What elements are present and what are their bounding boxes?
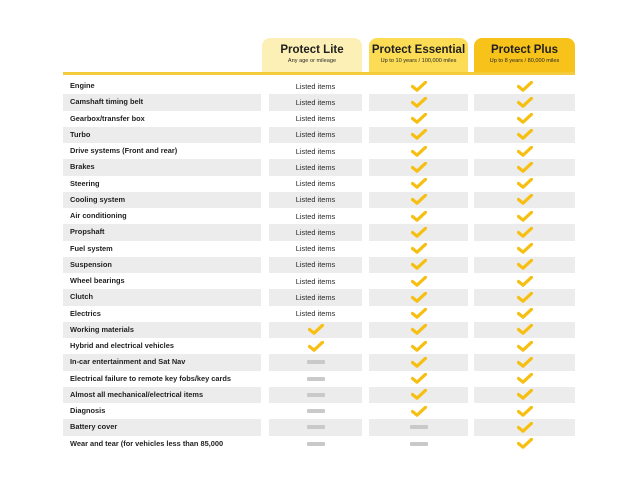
listed-items-text	[269, 224, 362, 240]
listed-items-label: Listed items	[295, 244, 336, 254]
listed-items-text	[269, 273, 362, 289]
included-cell	[474, 289, 575, 305]
row-label: Hybrid and electrical vehicles	[70, 341, 174, 350]
plan-header-lite	[262, 38, 362, 72]
check-icon	[411, 146, 427, 157]
included-cell	[474, 322, 575, 338]
listed-items-label: Listed items	[295, 260, 336, 270]
listed-items-text	[269, 257, 362, 273]
plan-header-essential	[369, 38, 468, 72]
check-icon	[517, 113, 533, 124]
listed-items-text	[269, 111, 362, 127]
check-icon	[517, 357, 533, 368]
row-label: Electrics	[70, 308, 101, 318]
included-cell	[369, 127, 468, 143]
check-icon	[517, 243, 533, 254]
listed-items-label: Listed items	[295, 114, 336, 124]
included-cell	[474, 306, 575, 322]
table-row	[63, 94, 575, 110]
listed-items-text	[269, 306, 362, 322]
table-row	[63, 176, 575, 192]
table-row	[63, 436, 575, 452]
table-row	[63, 419, 575, 435]
listed-items-label: Listed items	[295, 195, 336, 205]
check-icon	[517, 97, 533, 108]
not-included-cell	[269, 354, 362, 370]
check-icon	[411, 357, 427, 368]
included-cell	[369, 176, 468, 192]
row-label: Wear and tear (for vehicles less than 85,000	[70, 438, 224, 448]
row-label: Drive systems (Front and rear)	[70, 146, 178, 155]
included-cell	[474, 257, 575, 273]
table-row	[63, 403, 575, 419]
check-icon	[517, 341, 533, 352]
plan-header	[0, 0, 640, 80]
included-cell	[369, 192, 468, 208]
included-cell	[474, 78, 575, 94]
included-cell	[474, 371, 575, 387]
check-icon	[517, 389, 533, 400]
included-cell	[474, 419, 575, 435]
included-cell	[369, 289, 468, 305]
check-icon	[517, 324, 533, 335]
table-row	[63, 371, 575, 387]
check-icon	[517, 373, 533, 384]
table-row	[63, 354, 575, 370]
included-cell	[474, 387, 575, 403]
check-icon	[517, 276, 533, 287]
included-cell	[369, 224, 468, 240]
check-icon	[411, 227, 427, 238]
included-cell	[474, 94, 575, 110]
table-row	[63, 322, 575, 338]
listed-items-text	[269, 241, 362, 257]
plan-name: Protect Plus	[490, 44, 559, 56]
not-included-cell	[369, 419, 468, 435]
listed-items-text	[269, 127, 362, 143]
included-cell	[369, 387, 468, 403]
listed-items-label: Listed items	[295, 292, 336, 302]
plan-name: Protect Lite	[280, 44, 344, 56]
listed-items-label: Listed items	[295, 130, 336, 140]
dash-icon	[307, 393, 325, 397]
listed-items-label: Listed items	[295, 276, 336, 286]
table-row	[63, 257, 575, 273]
included-cell	[369, 306, 468, 322]
not-included-cell	[269, 419, 362, 435]
row-label: Almost all mechanical/electrical items	[70, 389, 204, 399]
included-cell	[474, 192, 575, 208]
included-cell	[474, 354, 575, 370]
listed-items-label: Listed items	[295, 309, 336, 319]
check-icon	[411, 129, 427, 140]
row-label: Battery cover	[70, 422, 118, 432]
row-label: Clutch	[70, 292, 93, 302]
table-row	[63, 111, 575, 127]
table-row	[63, 159, 575, 175]
check-icon	[411, 162, 427, 173]
check-icon	[411, 308, 427, 319]
row-background	[63, 127, 261, 143]
plan-subtitle: Any age or mileage	[287, 58, 337, 64]
listed-items-text	[269, 208, 362, 224]
included-cell	[369, 273, 468, 289]
check-icon	[411, 194, 427, 205]
check-icon	[411, 373, 427, 384]
included-cell	[369, 159, 468, 175]
included-cell	[474, 208, 575, 224]
row-label: In-car entertainment and Sat Nav	[70, 357, 186, 367]
plan-subtitle: Up to 8 years / 80,000 miles	[489, 58, 560, 64]
not-included-cell	[269, 371, 362, 387]
check-icon	[411, 243, 427, 254]
check-icon	[411, 81, 427, 92]
included-cell	[369, 241, 468, 257]
table-row	[63, 306, 575, 322]
dash-icon	[307, 409, 325, 413]
row-label: Camshaft timing belt	[70, 97, 144, 107]
plan-header-plus	[474, 38, 575, 72]
row-label: Suspension	[70, 259, 112, 269]
check-icon	[411, 211, 427, 222]
included-cell	[474, 111, 575, 127]
included-cell	[369, 111, 468, 127]
plan-subtitle: Up to 10 years / 100,000 miles	[380, 58, 457, 64]
check-icon	[411, 341, 427, 352]
included-cell	[369, 371, 468, 387]
row-label: Diagnosis	[70, 406, 106, 415]
listed-items-text	[269, 176, 362, 192]
check-icon	[517, 292, 533, 303]
row-label: Working materials	[70, 324, 134, 334]
included-cell	[474, 436, 575, 452]
included-cell	[474, 159, 575, 175]
table-row	[63, 338, 575, 354]
listed-items-label: Listed items	[295, 97, 336, 107]
table-row	[63, 241, 575, 257]
listed-items-text	[269, 143, 362, 159]
row-label: Cooling system	[70, 194, 126, 204]
check-icon	[517, 178, 533, 189]
not-included-cell	[269, 387, 362, 403]
included-cell	[474, 176, 575, 192]
listed-items-text	[269, 192, 362, 208]
included-cell	[369, 338, 468, 354]
included-cell	[474, 273, 575, 289]
dash-icon	[410, 442, 428, 446]
check-icon	[517, 422, 533, 433]
check-icon	[517, 438, 533, 449]
check-icon	[411, 324, 427, 335]
included-cell	[369, 94, 468, 110]
row-label: Turbo	[70, 129, 91, 139]
row-label: Fuel system	[70, 243, 113, 253]
included-cell	[369, 78, 468, 94]
included-cell	[369, 257, 468, 273]
listed-items-text	[269, 78, 362, 94]
check-icon	[517, 194, 533, 205]
table-row	[63, 273, 575, 289]
check-icon	[517, 308, 533, 319]
check-icon	[517, 227, 533, 238]
included-cell	[369, 143, 468, 159]
included-cell	[269, 322, 362, 338]
plan-name: Protect Essential	[371, 44, 466, 56]
check-icon	[517, 81, 533, 92]
listed-items-label: Listed items	[295, 227, 336, 237]
check-icon	[517, 259, 533, 270]
included-cell	[269, 338, 362, 354]
table-row	[63, 192, 575, 208]
not-included-cell	[269, 436, 362, 452]
listed-items-label: Listed items	[295, 81, 336, 91]
dash-icon	[307, 360, 325, 364]
check-icon	[517, 162, 533, 173]
included-cell	[369, 208, 468, 224]
check-icon	[411, 178, 427, 189]
table-row	[63, 78, 575, 94]
not-included-cell	[369, 436, 468, 452]
dash-icon	[307, 377, 325, 381]
listed-items-label: Listed items	[295, 162, 336, 172]
check-icon	[411, 389, 427, 400]
table-row	[63, 143, 575, 159]
row-label: Propshaft	[70, 227, 105, 237]
included-cell	[369, 322, 468, 338]
row-label: Engine	[70, 81, 95, 90]
listed-items-text	[269, 94, 362, 110]
table-row	[63, 387, 575, 403]
dash-icon	[307, 425, 325, 429]
check-icon	[411, 276, 427, 287]
listed-items-label: Listed items	[295, 146, 336, 156]
included-cell	[474, 224, 575, 240]
row-label: Gearbox/transfer box	[70, 113, 145, 123]
check-icon	[517, 129, 533, 140]
included-cell	[369, 403, 468, 419]
check-icon	[411, 113, 427, 124]
listed-items-text	[269, 159, 362, 175]
check-icon	[411, 97, 427, 108]
table-row	[63, 208, 575, 224]
table-row	[63, 127, 575, 143]
listed-items-label: Listed items	[295, 211, 336, 221]
check-icon	[517, 146, 533, 157]
table-row	[63, 224, 575, 240]
row-label: Brakes	[70, 162, 95, 172]
included-cell	[369, 354, 468, 370]
row-label: Air conditioning	[70, 211, 127, 220]
check-icon	[308, 341, 324, 352]
listed-items-label: Listed items	[295, 179, 336, 189]
coverage-table	[63, 78, 575, 452]
dash-icon	[307, 442, 325, 446]
table-row	[63, 289, 575, 305]
check-icon	[411, 292, 427, 303]
included-cell	[474, 143, 575, 159]
row-label: Steering	[70, 178, 100, 188]
header-divider	[63, 72, 575, 75]
included-cell	[474, 127, 575, 143]
row-label: Electrical failure to remote key fobs/key cards	[70, 373, 232, 383]
included-cell	[474, 338, 575, 354]
check-icon	[411, 406, 427, 417]
check-icon	[308, 324, 324, 335]
included-cell	[474, 241, 575, 257]
included-cell	[474, 403, 575, 419]
dash-icon	[410, 425, 428, 429]
row-label: Wheel bearings	[70, 276, 125, 285]
check-icon	[411, 259, 427, 270]
listed-items-text	[269, 289, 362, 305]
check-icon	[517, 406, 533, 417]
check-icon	[517, 211, 533, 222]
not-included-cell	[269, 403, 362, 419]
